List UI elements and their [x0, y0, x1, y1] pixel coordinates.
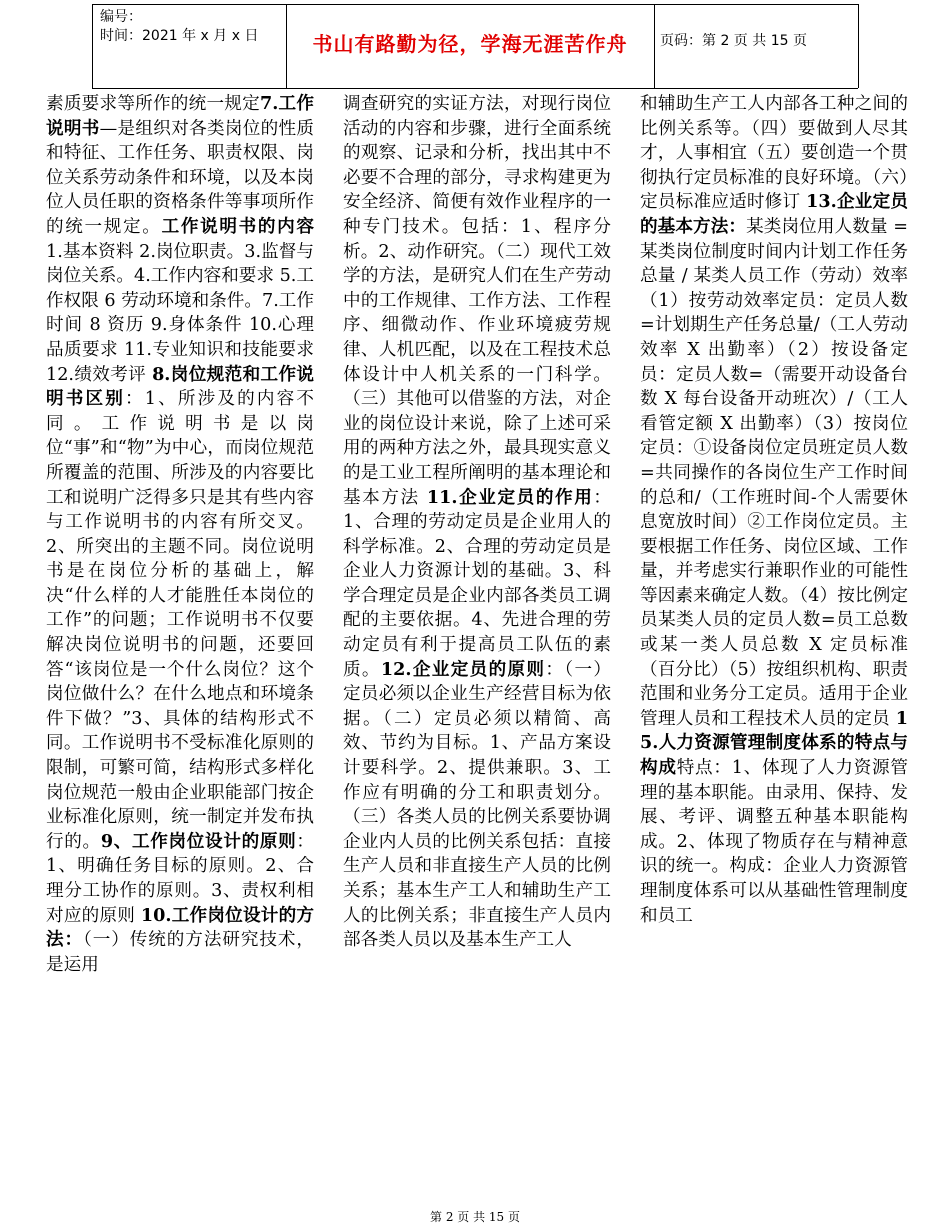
body-text: ：（一）定员必须以企业生产经营目标为依据。（二）定员必须以精简、高效、节约为目标。1、产品方案设计要科学。2、提供兼职。3、工作应有明确的分工和职责划分。（三）各类人员的比例关系要协调企业内人员的比例关系包括：直接生产人员和非直接生产人员的比例关系；基本生产工人和辅助生产工人的比例关系；非直接生产人员内部各类人员以及基本生产工人 — [343, 659, 611, 951]
header-divider-1 — [286, 4, 287, 88]
body-text: （一）传统的方法研究技术，是运用 — [46, 930, 314, 975]
body-text: 某类岗位用人数量 = 某类岗位制度时间内计划工作任务总量 / 某类人员工作（劳动）效率（1）按劳动效率定员：定员人数=计划期生产任务总量/（工人劳动效率 X 出勤率）（2）按设备定员：定员人数=（需要开动设备台数 X 每台设备开动班次）/（工人看管定额 X 出勤率）（3）按岗位定员：①设备岗位定员班定员人数=共同操作的各岗位生产工作时间的总和/（工作班时间-个人需要休息宽放时间）②工作岗位定员。主要根据工作任务、岗位区域、工作量，并考虑实行兼职作业的可能性等因素来确定人数。（4）按比例定员某类人员的定员人数=员工总数或某一类人员总数 X 定员标准（百分比）（5）按组织机构、职责范围和业务分工定员。适用于企业管理人员和工程技术人员的定员 — [640, 216, 908, 729]
header-bottom-rule — [92, 88, 858, 89]
body-text: 素质要求等所作的统一规定 — [46, 94, 260, 114]
page-footer: 第 2 页 共 15 页 — [430, 1210, 520, 1224]
text-column-2 — [343, 92, 611, 1202]
date-text: 时间：2021 年 x 月 x 日 — [100, 28, 259, 44]
text-column-3 — [640, 92, 908, 1202]
header-meta — [100, 8, 258, 46]
section-heading: 8.岗位规范和工作说明书区别 — [46, 363, 314, 410]
section-heading: 9、工作岗位设计的原则 — [100, 830, 297, 852]
body-text: ： 1、明确任务目标的原则。2、合理分工协作的原则。3、责权利相对应的原则 — [46, 831, 314, 926]
section-heading: 10.工作岗位设计的方法： — [46, 904, 314, 951]
text-column-1 — [46, 92, 314, 1202]
header-motto: 书山有路勤为径，学海无涯苦作舟 — [312, 32, 628, 56]
body-text: ：1、所涉及的内容不同。工作说明书是以岗位“事”和“物”为中心，而岗位规范所覆盖的范围、所涉及的内容要比工和说明广泛得多只是其有些内容与工作说明书的内容有所交叉。2、所突出的主题不同。岗位说明书是在岗位分析的基础上，解决“什么样的人才能胜任本岗位的工作”的问题；工作说明书不仅要解决岗位说明书的问题，还要回答“该岗位是一个什么岗位？这个岗位做什么？在什么地点和环境条件下做？”3、具体的结构形式不同。工作说明书不受标准化原则的限制，可繁可简，结构形式多样化岗位规范一般由企业职能部门按企业标准化原则，统一制定并发布执行的。 — [46, 389, 314, 852]
section-heading: 11.企业定员的作用 — [426, 486, 594, 508]
serial-label: 编号： — [100, 9, 142, 25]
body-text: 特点：1、体现了人力资源管理的基本职能。由录用、保持、发展、考评、调整五种基本职能构成。2、体现了物质存在与精神意识的统一。构成：企业人力资源管理制度体系可以从基础性管理制度和员工 — [640, 758, 908, 926]
body-text: ：1、合理的劳动定员是企业用人的科学标准。2、合理的劳动定员是企业人力资源计划的基础。3、科学合理定员是企业内部各类员工调配的主要依据。4、先进合理的劳动定员有利于提高员工队伍的素质。 — [343, 487, 611, 680]
page-info: 页码：第 2 页 共 15 页 — [660, 33, 807, 49]
body-text: 调查研究的实证方法，对现行岗位活动的内容和步骤，进行全面系统的观察、记录和分析，找出其中不必要不合理的部分，寻求构建更为安全经济、简便有效作业程序的一种专门技术。包括：1、程序分析。2、动作研究。（二）现代工效学的方法，是研究人们在生产劳动中的工作规律、工作方法、工作程序、细微动作、作业环境疲劳规律、人机匹配，以及在工程技术总体设计中人机关系的一门科学。（三）其他可以借鉴的方法，对企业的岗位设计来说，除了上述可采用的两种方法之外，最具现实意义的是工业工程所阐明的基本理论和基本方法 — [343, 94, 611, 508]
header-divider-2 — [654, 4, 655, 88]
header-top-rule — [92, 4, 858, 5]
header-border-left — [92, 4, 93, 88]
body-text: —是组织对各类岗位的性质和特征、工作任务、职责权限、岗位关系劳动条件和环境，以及本岗位人员任职的资格条件等事项所作的统一规定。 — [46, 118, 314, 237]
header-border-right — [858, 4, 859, 88]
section-heading: 15.人力资源管理制度体系的特点与构成 — [640, 707, 908, 779]
body-text: 1.基本资料 2.岗位职责。3.监督与岗位关系。4.工作内容和要求 5.工作权限 6 劳动环境和条件。7.工作时间 8 资历 9.身体条件 10.心理品质要求 11.专业知识和技能要求 12.绩效考评 — [46, 241, 314, 385]
section-heading: 7.工作说明书 — [46, 93, 314, 139]
body-text: 和辅助生产工人内部各工种之间的比例关系等。（四）要做到人尽其才，人事相宜（五）要创造一个贯彻执行定员标准的良好环境。（六）定员标准应适时修订 — [640, 94, 908, 213]
section-heading: 工作说明书的内容 — [161, 215, 314, 237]
section-heading: 13.企业定员的基本方法： — [640, 191, 908, 237]
section-heading: 12.企业定员的原则 — [380, 658, 546, 680]
